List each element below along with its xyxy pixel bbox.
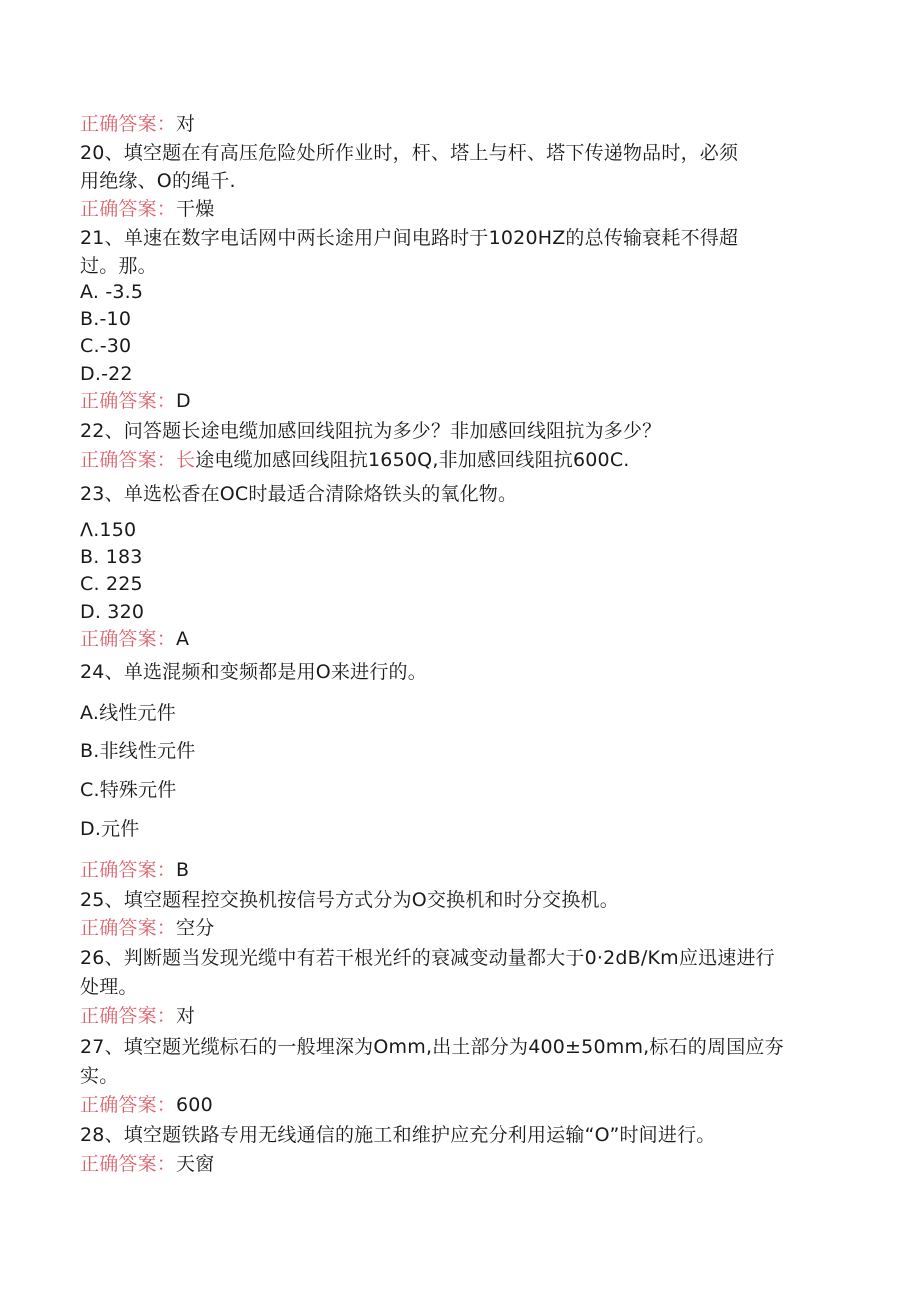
answer-label: 正确答案： <box>80 917 177 939</box>
answer-value: 空分 <box>176 917 215 939</box>
answer-label: 正确答案： <box>80 113 177 135</box>
option-b: B.-10 <box>80 308 132 330</box>
option-a: A.线性元件 <box>80 702 176 724</box>
option-c: C.-30 <box>80 335 132 357</box>
answer-label: 正确答案： <box>80 449 177 471</box>
option-b: B. 183 <box>80 546 143 568</box>
answer-line <box>80 627 189 651</box>
answer-label: 正确答案： <box>80 1153 177 1175</box>
answer-line <box>80 112 195 136</box>
question-20-line-1: 20、填空题在有高压危险处所作业时，杆、塔上与杆、塔下传递物品时，必须 <box>80 142 739 164</box>
question-23-line-1: 23、单选松香在OC时最适合清除烙铁头的氧化物。 <box>80 483 518 505</box>
answer-label: 正确答案： <box>80 859 177 881</box>
answer-line <box>80 1093 213 1117</box>
option-a: A. -3.5 <box>80 281 144 303</box>
answer-label: 正确答案： <box>80 390 177 412</box>
answer-value: 天窗 <box>176 1153 215 1175</box>
question-26-line-1: 26、判断题当发现光缆中有若干根光纤的衰减变动量都大于0·2dB∕Km应迅速进行 <box>80 947 775 969</box>
answer-line <box>80 916 214 940</box>
question-27-line-1: 27、填空题光缆标石的一般埋深为Omm,出土部分为400±50mm,标石的周国应夯 <box>80 1036 784 1058</box>
answer-value: 对 <box>176 1005 196 1027</box>
answer-value: B <box>176 859 190 881</box>
question-21-line-2: 过。那。 <box>80 255 157 277</box>
question-27-line-2: 实。 <box>80 1065 119 1087</box>
answer-highlight: 长 <box>176 449 196 471</box>
question-21-line-1: 21、单速在数字电话网中两长途用户间电路时于1020HZ的总传输衰耗不得超 <box>80 227 739 249</box>
question-25-line-1: 25、填空题程控交换机按信号方式分为O交换机和时分交换机。 <box>80 889 619 911</box>
answer-label: 正确答案： <box>80 198 177 220</box>
answer-line <box>80 448 630 472</box>
question-28-line-1: 28、填空题铁路专用无线通信的施工和维护应充分利用运输“O”时间进行。 <box>80 1124 716 1146</box>
answer-value: 600 <box>176 1094 213 1116</box>
answer-label: 正确答案： <box>80 628 177 650</box>
answer-label: 正确答案： <box>80 1005 177 1027</box>
question-24-line-1: 24、单选混频和变频都是用O来进行的。 <box>80 661 427 683</box>
option-c: C.特殊元件 <box>80 779 177 801</box>
answer-line <box>80 389 191 413</box>
answer-value: 途电缆加感回线阻抗1650Q,非加感回线阻抗600C. <box>195 449 630 471</box>
answer-label: 正确答案： <box>80 1094 177 1116</box>
answer-line <box>80 858 189 882</box>
option-a: Λ.150 <box>80 519 137 541</box>
option-b: B.非线性元件 <box>80 740 196 762</box>
option-c: C. 225 <box>80 573 143 595</box>
option-d: D.元件 <box>80 818 140 840</box>
answer-value: A <box>176 628 190 650</box>
answer-value: 对 <box>176 113 196 135</box>
answer-line <box>80 197 214 221</box>
option-d: D. 320 <box>80 601 145 623</box>
question-22-line-1: 22、问答题长途电缆加感回线阻抗为多少？非加感回线阻抗为多少？ <box>80 420 662 442</box>
option-d: D.-22 <box>80 363 133 385</box>
question-26-line-2: 处理。 <box>80 976 138 998</box>
question-20-line-2: 用绝缘、O的绳千. <box>80 170 236 192</box>
answer-line <box>80 1152 214 1176</box>
answer-value: D <box>176 390 191 412</box>
answer-line <box>80 1004 195 1028</box>
answer-value: 干燥 <box>176 198 215 220</box>
